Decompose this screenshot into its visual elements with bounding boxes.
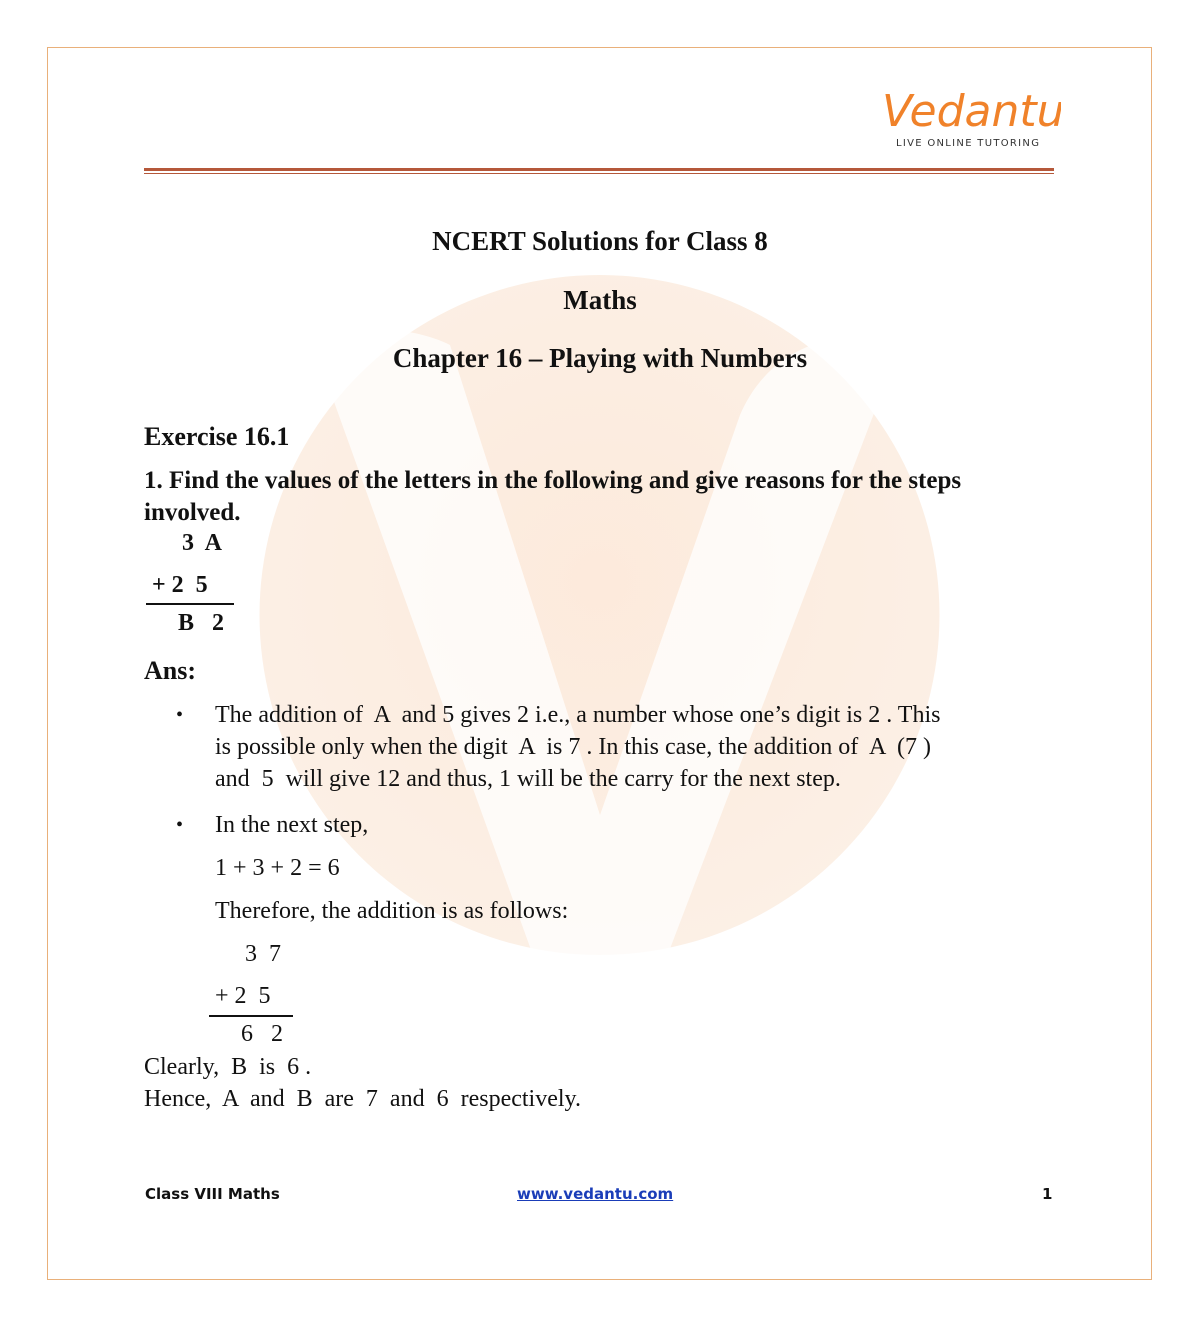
watermark-v-logo — [240, 255, 960, 1055]
question-text-line1: 1. Find the values of the letters in the following and give reasons for the steps — [144, 467, 962, 494]
answer-sum-row3: 6 2 — [241, 1021, 283, 1047]
answer-sum-row1: 3 7 — [245, 941, 281, 967]
therefore-text: Therefore, the addition is as follows: — [215, 898, 569, 924]
page-title: NCERT Solutions for Class 8 — [432, 226, 768, 256]
question-sum-row3: B 2 — [178, 610, 225, 636]
question-text-line2: involved. — [144, 499, 241, 526]
question-sum-row1: 3 A — [182, 530, 223, 556]
header-rule — [144, 168, 1054, 171]
bullet-2-text: In the next step, — [215, 812, 369, 838]
bullet-2-marker: • — [176, 814, 184, 836]
bullet-1-line3: and 5 will give 12 and thus, 1 will be the carry for the next step. — [215, 766, 841, 792]
chapter-title: Chapter 16 – Playing with Numbers — [392, 343, 808, 373]
footer-website-link[interactable]: www.vedantu.com — [517, 1185, 674, 1203]
header-rule-thin — [144, 173, 1054, 174]
footer-left: Class VIII Maths — [145, 1185, 280, 1203]
subject-title: Maths — [563, 285, 637, 315]
conclusion-line2: Hence, A and B are 7 and 6 respectively. — [144, 1086, 581, 1112]
bullet-1-marker: • — [176, 704, 184, 726]
equation: 1 + 3 + 2 = 6 — [215, 855, 340, 881]
exercise-heading: Exercise 16.1 — [144, 422, 290, 451]
page-number: 1 — [1042, 1185, 1053, 1203]
conclusion-line1: Clearly, B is 6 . — [144, 1054, 312, 1080]
bullet-1-line1: The addition of A and 5 gives 2 i.e., a number whose one’s digit is 2 . This — [215, 702, 941, 728]
question-sum-line — [146, 603, 234, 605]
question-sum-row2: + 2 5 — [152, 572, 208, 598]
answer-sum-line — [209, 1015, 293, 1017]
answer-label: Ans: — [144, 656, 197, 685]
bullet-1-line2: is possible only when the digit A is 7 . In this case, the addition of A (7 ) — [215, 734, 931, 760]
vedantu-logo — [876, 80, 1061, 155]
logo-tagline: LIVE ONLINE TUTORING — [896, 138, 1041, 149]
svg-text:Vedantu: Vedantu — [882, 86, 1061, 137]
answer-sum-row2: + 2 5 — [215, 983, 271, 1009]
